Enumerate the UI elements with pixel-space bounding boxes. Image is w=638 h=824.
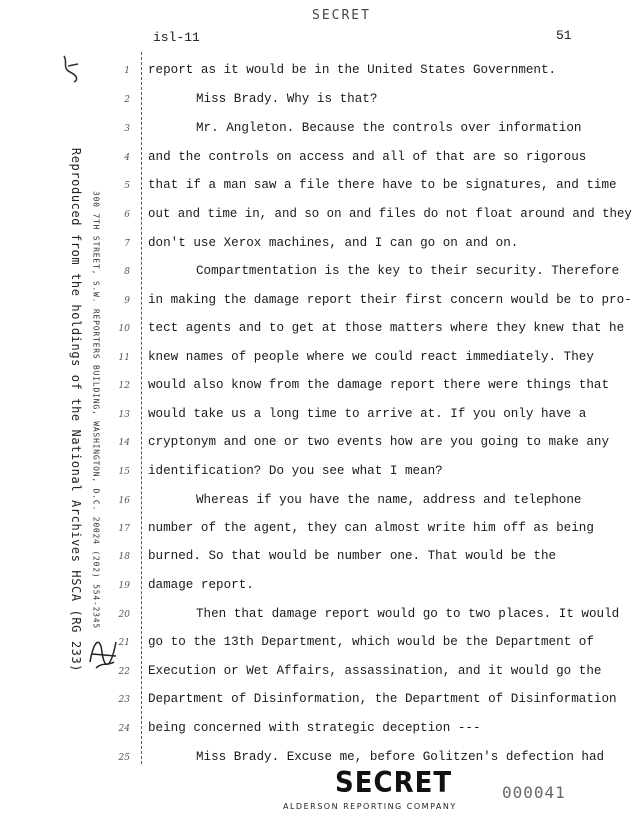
line-number: 22 xyxy=(118,667,130,677)
line-number: 10 xyxy=(118,324,130,334)
line-text: knew names of people where we could react immediately. They xyxy=(148,350,594,364)
line-number: 4 xyxy=(124,153,130,163)
line-text: don't use Xerox machines, and I can go on and on. xyxy=(148,236,519,250)
archive-note: Reproduced from the holdings of the National Archives HSCA (RG 233) xyxy=(69,147,83,673)
document-id: 000041 xyxy=(502,783,566,802)
line-number: 11 xyxy=(118,353,130,363)
line-text: would also know from the damage report there were things that xyxy=(148,378,610,392)
line-text: tect agents and to get at those matters where they knew that he xyxy=(148,321,625,335)
line-text: being concerned with strategic deception --- xyxy=(148,721,481,735)
line-number: 16 xyxy=(118,496,130,506)
line-text: cryptonym and one or two events how are you going to make any xyxy=(148,435,610,449)
line-text: Then that damage report would go to two places. It would xyxy=(196,607,620,621)
line-text: Compartmentation is the key to their security. Therefore xyxy=(196,264,620,278)
top-classification-mark: SECRET xyxy=(312,8,371,23)
line-text: that if a man saw a file there have to be signatures, and time xyxy=(148,178,617,192)
line-number: 23 xyxy=(118,695,130,705)
line-text: Department of Disinformation, the Department of Disinformation xyxy=(148,692,617,706)
line-number: 25 xyxy=(118,753,130,763)
line-text: identification? Do you see what I mean? xyxy=(148,464,443,478)
line-number: 2 xyxy=(124,95,130,105)
line-number: 21 xyxy=(118,638,130,648)
line-number: 7 xyxy=(124,239,130,249)
line-text: would take us a long time to arrive at. If you only have a xyxy=(148,407,587,421)
line-number: 20 xyxy=(118,610,130,620)
line-text: Execution or Wet Affairs, assassination, and it would go the xyxy=(148,664,602,678)
line-number: 12 xyxy=(118,381,130,391)
line-number: 17 xyxy=(118,524,130,534)
left-margin-rule xyxy=(141,52,142,764)
reporting-company: ALDERSON REPORTING COMPANY xyxy=(283,802,457,811)
line-number: 1 xyxy=(124,66,130,76)
line-text: Mr. Angleton. Because the controls over information xyxy=(196,121,582,135)
line-number: 13 xyxy=(118,410,130,420)
reporter-address: 300 7TH STREET, S.W. REPORTERS BUILDING, WASHINGTON, D.C. 20024 (202) 554-2345 xyxy=(91,190,101,630)
line-number: 19 xyxy=(118,581,130,591)
line-number: 6 xyxy=(124,210,130,220)
session-id: isl-11 xyxy=(153,30,200,45)
line-text: burned. So that would be number one. That would be the xyxy=(148,549,557,563)
line-text: go to the 13th Department, which would be the Department of xyxy=(148,635,594,649)
line-number: 3 xyxy=(124,124,130,134)
line-number: 24 xyxy=(118,724,130,734)
line-text: report as it would be in the United States Government. xyxy=(148,63,557,77)
line-text: number of the agent, they can almost write him off as being xyxy=(148,521,594,535)
line-text: Whereas if you have the name, address and telephone xyxy=(196,493,582,507)
line-text: Miss Brady. Excuse me, before Golitzen's defection had xyxy=(196,750,605,764)
line-text: damage report. xyxy=(148,578,254,592)
page-number: 51 xyxy=(556,28,572,43)
line-text: in making the damage report their first concern would be to pro- xyxy=(148,293,632,307)
line-number: 9 xyxy=(124,296,130,306)
line-number: 5 xyxy=(124,181,130,191)
line-number: 14 xyxy=(118,438,130,448)
line-text: and the controls on access and all of that are so rigorous xyxy=(148,150,587,164)
line-text: Miss Brady. Why is that? xyxy=(196,92,378,106)
handwritten-mark-icon xyxy=(58,52,86,86)
line-number: 18 xyxy=(118,552,130,562)
line-text: out and time in, and so on and files do not float around and they xyxy=(148,207,632,221)
line-number: 15 xyxy=(118,467,130,477)
secret-stamp: SECRET xyxy=(335,766,453,800)
line-number: 8 xyxy=(124,267,130,277)
